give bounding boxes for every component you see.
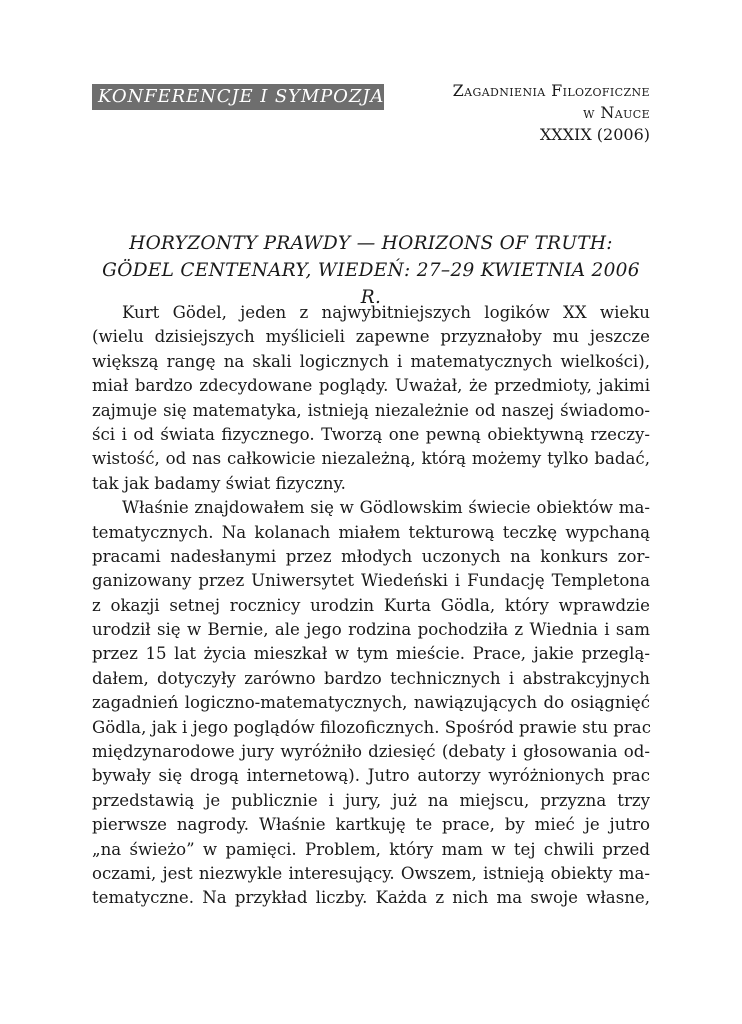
- body-line: Kurt Gödel, jeden z najwybitniejszych logików XX wieku: [122, 303, 650, 322]
- body-line: ganizowany przez Uniwersytet Wiedeński i Fundację Templetona: [92, 571, 650, 591]
- body-line: przez 15 lat życia mieszkał w tym mieście. Prace, jakie przeglą-: [92, 644, 650, 664]
- journal-volume: XXXIX (2006): [539, 125, 650, 144]
- body-line: dałem, dotyczyły zarówno bardzo technicznych i abstrakcyjnych: [92, 668, 650, 688]
- body-line: pracami nadesłanymi przez młodych uczonych na konkurs zor-: [92, 546, 650, 566]
- body-line: oczami, jest niezwykle interesujący. Owszem, istnieją obiekty ma-: [92, 863, 650, 883]
- journal-info: [453, 80, 650, 146]
- body-line: pierwsze nagrody. Właśnie kartkuję te prace, by mieć je jutro: [92, 815, 650, 835]
- body-line: ści i od świata fizycznego. Tworzą one pewną obiektywną rzeczy-: [92, 424, 650, 444]
- article-body: [92, 301, 650, 911]
- body-line: tematycznych. Na kolanach miałem tekturową teczkę wypchaną: [92, 522, 650, 542]
- article-title-line: GÖDEL CENTENARY, WIEDEŃ: 27–29 KWIETNIA 2006 R.: [102, 260, 640, 308]
- body-line: tematyczne. Na przykład liczby. Każda z nich ma swoje własne,: [92, 888, 650, 908]
- body-line: większą rangę na skali logicznych i matematycznych wielkości),: [92, 351, 650, 371]
- article-title: [92, 230, 650, 311]
- section-label: KONFERENCJE I SYMPOZJA: [92, 84, 384, 110]
- body-line: zagadnień logiczno-matematycznych, nawiązujących do osiągnięć: [92, 693, 650, 713]
- body-line: urodził się w Bernie, ale jego rodzina pochodziła z Wiednia i sam: [92, 620, 650, 640]
- body-line: międzynarodowe jury wyróżniło dziesięć (debaty i głosowania od-: [92, 742, 650, 762]
- journal-name: Zagadnienia Filozoficzne: [452, 81, 650, 100]
- journal-subtitle: w Nauce: [583, 103, 650, 122]
- body-line: przedstawią je publicznie i jury, już na miejscu, przyzna trzy: [92, 790, 650, 810]
- body-line: miał bardzo zdecydowane poglądy. Uważał, że przedmioty, jakimi: [92, 376, 650, 396]
- body-line: wistość, od nas całkowicie niezależną, którą możemy tylko badać,: [92, 449, 650, 469]
- body-line: Właśnie znajdowałem się w Gödlowskim świecie obiektów ma-: [122, 498, 650, 518]
- article-title-line: HORYZONTY PRAWDY — HORIZONS OF TRUTH:: [129, 233, 613, 254]
- body-line: Gödla, jak i jego poglądów filozoficznych. Spośród prawie stu prac: [92, 717, 651, 737]
- body-line: zajmuje się matematyka, istnieją niezależnie od naszej świadomo-: [92, 400, 650, 420]
- body-line: (wielu dzisiejszych myślicieli zapewne przyznałoby mu jeszcze: [92, 327, 650, 347]
- body-line: bywały się drogą internetową). Jutro autorzy wyróżnionych prac: [92, 766, 650, 786]
- body-line: „na świeżo” w pamięci. Problem, który mam w tej chwili przed: [92, 839, 650, 859]
- body-line: tak jak badamy świat fizyczny.: [92, 473, 346, 493]
- body-line: z okazji setnej rocznicy urodzin Kurta Gödla, który wprawdzie: [92, 595, 650, 615]
